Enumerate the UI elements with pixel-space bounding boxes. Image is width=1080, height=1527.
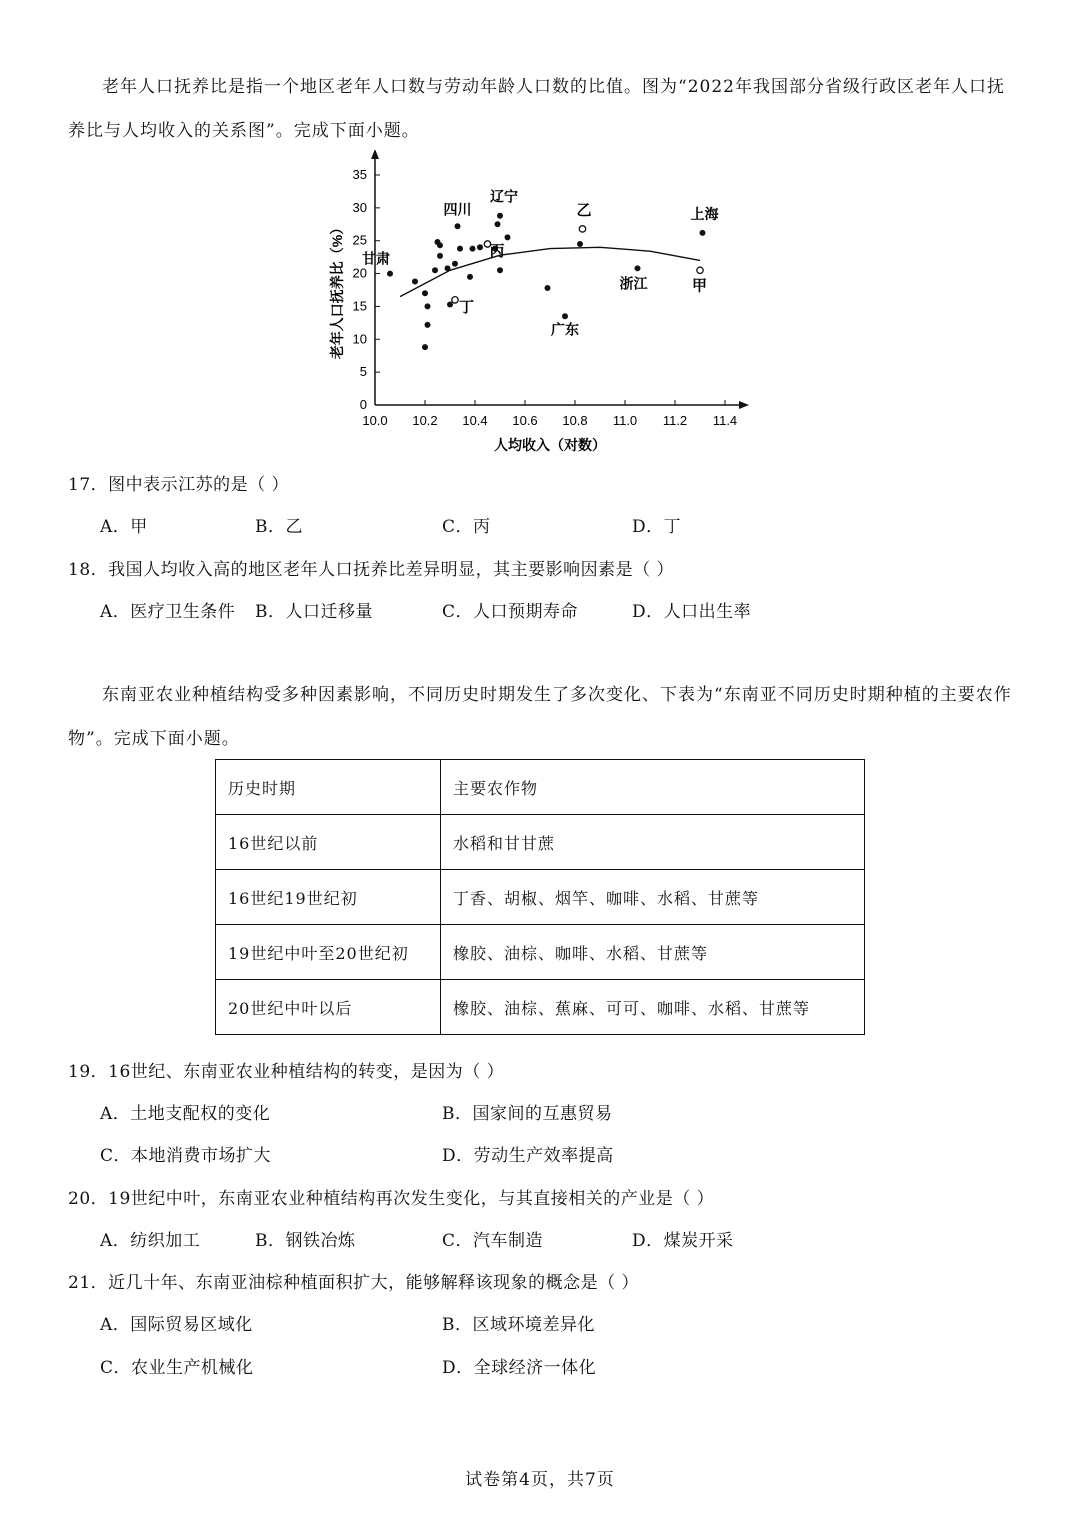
x-tick-label: 10.4 <box>462 413 488 428</box>
table-cell: 20世纪中叶以后 <box>216 980 441 1035</box>
table-cell: 橡胶、油棕、咖啡、水稻、甘蔗等 <box>441 925 865 980</box>
q21-option-d: D．全球经济一体化 <box>442 1358 597 1378</box>
point-label: 广东 <box>551 321 579 338</box>
point-label: 四川 <box>443 201 472 218</box>
data-point <box>422 290 428 296</box>
hollow-point-label: 丁 <box>459 298 475 316</box>
q19-option-a: A．土地支配权的变化 <box>100 1104 271 1124</box>
data-point <box>432 267 438 273</box>
y-axis-arrow <box>371 150 379 159</box>
data-point <box>437 253 443 259</box>
data-point <box>422 344 428 350</box>
x-tick-label: 10.2 <box>412 413 438 428</box>
intro-paragraph-2: 东南亚农业种植结构受多种因素影响，不同历史时期发生了多次变化、下表为“东南亚不同历史时期种植的主要农作物”。完成下面小题。 <box>68 685 1012 749</box>
data-point <box>455 223 461 229</box>
question-17: 17．图中表示江苏的是（ ） <box>68 475 290 495</box>
table-cell: 丁香、胡椒、烟竿、咖啡、水稻、甘蔗等 <box>441 870 865 925</box>
scatter-chart <box>320 150 760 460</box>
data-point <box>457 246 463 252</box>
y-tick-label: 5 <box>359 364 367 380</box>
y-tick-label: 20 <box>352 265 367 281</box>
point-label: 浙江 <box>619 275 648 292</box>
table-cell: 16世纪19世纪初 <box>216 870 441 925</box>
table-cell: 橡胶、油棕、蕉麻、可可、咖啡、水稻、甘蔗等 <box>441 980 865 1035</box>
point-label: 上海 <box>690 205 719 222</box>
page-footer: 试卷第4页，共7页 <box>465 1470 615 1490</box>
hollow-point-label: 甲 <box>692 277 708 295</box>
q17-option-a: A．甲 <box>100 517 148 537</box>
data-point <box>387 271 393 277</box>
hollow-point-label: 乙 <box>576 201 592 219</box>
q21-option-c: C．农业生产机械化 <box>100 1358 254 1378</box>
x-axis-label: 人均收入（对数） <box>494 437 606 453</box>
data-point <box>545 285 551 291</box>
y-tick-label: 10 <box>352 331 367 347</box>
data-point <box>477 244 483 250</box>
q18-option-c: C．人口预期寿命 <box>442 602 579 622</box>
q17-option-d: D．丁 <box>632 517 682 537</box>
data-point <box>467 274 473 280</box>
y-tick-label: 30 <box>352 199 367 215</box>
q20-option-d: D．煤炭开采 <box>632 1231 734 1251</box>
data-point <box>470 246 476 252</box>
y-tick-label: 0 <box>359 397 367 412</box>
q20-option-a: A．纺织加工 <box>100 1231 201 1251</box>
hollow-data-point <box>697 267 703 273</box>
question-21: 21．近几十年、东南亚油棕种植面积扩大，能够解释该现象的概念是（ ） <box>68 1273 640 1293</box>
table-header-row <box>216 760 865 815</box>
hollow-data-point <box>452 297 458 303</box>
q18-option-b: B．人口迁移量 <box>255 602 373 622</box>
q19-option-d: D．劳动生产效率提高 <box>442 1146 614 1166</box>
data-point <box>505 234 511 240</box>
y-tick-label: 15 <box>352 298 367 314</box>
data-point <box>425 322 431 328</box>
table-header-cell: 主要农作物 <box>441 760 865 815</box>
x-tick-label: 11.2 <box>662 413 688 428</box>
hollow-point-label: 丙 <box>489 243 505 260</box>
q18-option-d: D．人口出生率 <box>632 602 752 622</box>
q17-option-b: B．乙 <box>255 517 303 537</box>
y-tick-label: 25 <box>352 232 367 248</box>
data-point <box>562 313 568 319</box>
data-point <box>412 278 418 284</box>
q20-option-b: B．钢铁冶炼 <box>255 1231 356 1251</box>
data-point <box>445 265 451 271</box>
x-tick-label: 11.4 <box>712 413 738 428</box>
crops-table <box>215 759 865 1035</box>
data-point <box>497 267 503 273</box>
data-point <box>495 221 501 227</box>
question-20: 20．19世纪中叶，东南亚农业种植结构再次发生变化，与其直接相关的产业是（ ） <box>68 1189 715 1209</box>
table-row <box>216 870 865 925</box>
x-tick-label: 10.0 <box>362 413 388 428</box>
intro-paragraph-1: 老年人口抚养比是指一个地区老年人口数与劳动年龄人口数的比值。图为“2022年我国部分省级行政区老年人口抚养比与人均收入的关系图”。完成下面小题。 <box>68 77 1005 141</box>
q19-option-c: C．本地消费市场扩大 <box>100 1146 272 1166</box>
q20-option-c: C．汽车制造 <box>442 1231 544 1251</box>
table-row <box>216 980 865 1035</box>
table-header-cell: 历史时期 <box>216 760 441 815</box>
table-cell: 16世纪以前 <box>216 815 441 870</box>
question-18: 18．我国人均收入高的地区老年人口抚养比差异明显，其主要影响因素是（ ） <box>68 560 675 580</box>
point-label: 甘肃 <box>362 250 390 267</box>
y-axis-label: 老年人口抚养比（%） <box>329 220 345 360</box>
y-tick-label: 35 <box>352 167 367 182</box>
x-tick-label: 10.6 <box>512 413 538 428</box>
x-tick-label: 10.8 <box>562 413 588 428</box>
q19-option-b: B．国家间的互惠贸易 <box>442 1104 613 1124</box>
table-cell: 水稻和甘甘蔗 <box>441 815 865 870</box>
data-point <box>635 265 641 271</box>
q21-option-b: B．区域环境差异化 <box>442 1315 595 1335</box>
data-point <box>452 261 458 267</box>
q18-option-a: A．医疗卫生条件 <box>100 602 236 622</box>
point-label: 辽宁 <box>490 188 518 205</box>
data-point <box>425 303 431 309</box>
table-cell: 19世纪中叶至20世纪初 <box>216 925 441 980</box>
data-point <box>700 230 706 236</box>
hollow-data-point <box>579 226 585 232</box>
x-tick-label: 11.0 <box>612 413 638 428</box>
q21-option-a: A．国际贸易区域化 <box>100 1315 253 1335</box>
table-row <box>216 925 865 980</box>
x-axis-arrow <box>739 401 749 409</box>
data-point <box>437 242 443 248</box>
table-row <box>216 815 865 870</box>
question-19: 19．16世纪、东南亚农业种植结构的转变，是因为（ ） <box>68 1062 505 1082</box>
data-point <box>497 213 503 219</box>
q17-option-c: C．丙 <box>442 517 491 537</box>
data-point <box>577 241 583 247</box>
